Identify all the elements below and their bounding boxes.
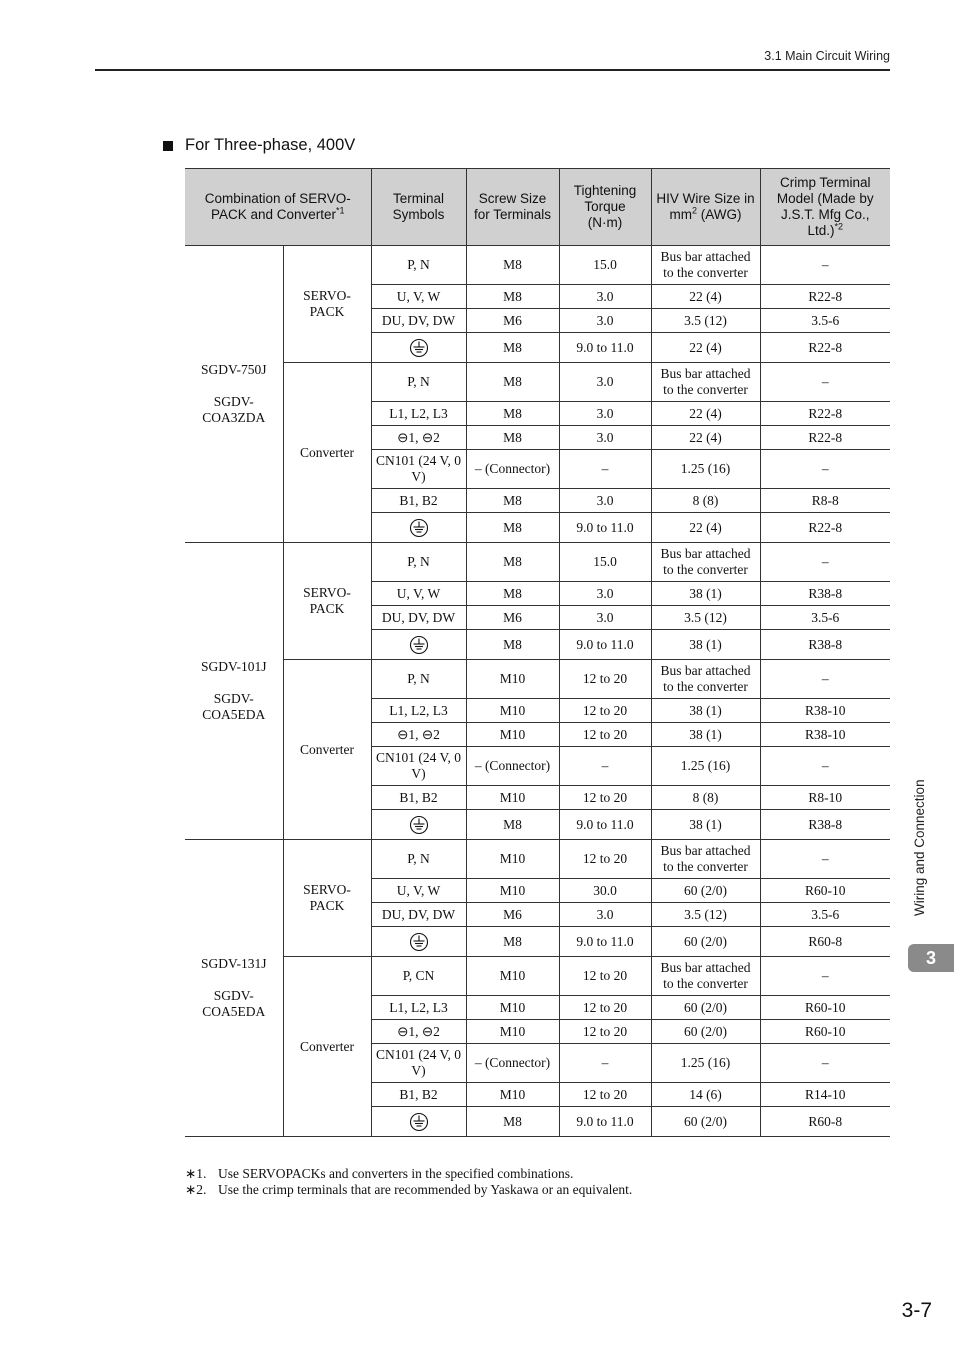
screw-size: M10 (466, 699, 559, 723)
terminal-symbol: ⊖1, ⊖2 (371, 1020, 466, 1044)
table-row (185, 957, 890, 996)
tightening-torque: 12 to 20 (559, 786, 651, 810)
wiring-spec-table (185, 168, 890, 1137)
wire-size: 38 (1) (651, 699, 760, 723)
wire-size: 3.5 (12) (651, 309, 760, 333)
wire-size: 1.25 (16) (651, 747, 760, 786)
crimp-terminal: – (760, 363, 890, 402)
header-screw: Screw Size for Terminals (466, 169, 559, 246)
tightening-torque: 3.0 (559, 363, 651, 402)
table-header-row (185, 169, 890, 246)
table-body (185, 246, 890, 1137)
screw-size: M10 (466, 1083, 559, 1107)
converter-model: SGDV-COA5EDA (202, 691, 266, 722)
ground-terminal-icon (409, 518, 429, 538)
screw-size: M8 (466, 489, 559, 513)
ground-terminal-icon (409, 1112, 429, 1132)
servopack-model: SGDV-131J (200, 956, 267, 971)
screw-size: M8 (466, 285, 559, 309)
model-combination (185, 840, 283, 1137)
tightening-torque: 9.0 to 11.0 (559, 1107, 651, 1137)
header-wire-size: HIV Wire Size in $mm^2$ (AWG) (651, 169, 760, 246)
crimp-terminal: – (760, 957, 890, 996)
terminal-symbol: B1, B2 (371, 786, 466, 810)
header-torque: Tightening Torque (N·m) (559, 169, 651, 246)
tightening-torque: 3.0 (559, 903, 651, 927)
square-bullet-icon (163, 141, 173, 151)
tightening-torque: 3.0 (559, 426, 651, 450)
terminal-symbol: DU, DV, DW (371, 309, 466, 333)
ground-terminal-icon (409, 932, 429, 952)
crimp-terminal: R60-10 (760, 1020, 890, 1044)
section-title-text: For Three-phase, 400V (185, 136, 356, 154)
crimp-terminal: R60-8 (760, 927, 890, 957)
screw-size: – (Connector) (466, 1044, 559, 1083)
crimp-terminal: – (760, 246, 890, 285)
screw-size: M8 (466, 543, 559, 582)
wire-size: 22 (4) (651, 402, 760, 426)
tightening-torque: 3.0 (559, 285, 651, 309)
tightening-torque: 3.0 (559, 489, 651, 513)
terminal-symbol: P, N (371, 246, 466, 285)
wire-size: 60 (2/0) (651, 927, 760, 957)
tightening-torque: 15.0 (559, 543, 651, 582)
crimp-terminal: R60-10 (760, 996, 890, 1020)
crimp-terminal: R22-8 (760, 333, 890, 363)
wire-size: Bus bar attached to the converter (651, 660, 760, 699)
tightening-torque: 12 to 20 (559, 660, 651, 699)
servopack-model: SGDV-750J (200, 362, 267, 377)
tightening-torque: 9.0 to 11.0 (559, 927, 651, 957)
terminal-symbol: ⊖1, ⊖2 (371, 426, 466, 450)
tightening-torque: 12 to 20 (559, 723, 651, 747)
chapter-tab[interactable]: 3 (908, 944, 954, 972)
crimp-terminal: R8-10 (760, 786, 890, 810)
wire-size: 1.25 (16) (651, 450, 760, 489)
terminal-symbol: U, V, W (371, 582, 466, 606)
screw-size: M8 (466, 513, 559, 543)
converter-model: SGDV-COA3ZDA (202, 394, 266, 425)
wire-size: 1.25 (16) (651, 1044, 760, 1083)
terminal-symbol: P, N (371, 660, 466, 699)
table-row (185, 363, 890, 402)
converter-model: SGDV-COA5EDA (202, 988, 266, 1019)
wire-size: 8 (8) (651, 786, 760, 810)
screw-size: M8 (466, 1107, 559, 1137)
wire-size: Bus bar attached to the converter (651, 840, 760, 879)
terminal-symbol: L1, L2, L3 (371, 699, 466, 723)
wire-size: Bus bar attached to the converter (651, 543, 760, 582)
wire-size: 38 (1) (651, 810, 760, 840)
crimp-terminal: R22-8 (760, 285, 890, 309)
wire-size: 22 (4) (651, 285, 760, 309)
screw-size: M6 (466, 903, 559, 927)
screw-size: M10 (466, 996, 559, 1020)
screw-size: M10 (466, 1020, 559, 1044)
servopack-model: SGDV-101J (200, 659, 267, 674)
section-title (163, 136, 355, 155)
crimp-terminal: – (760, 747, 890, 786)
terminal-symbol: DU, DV, DW (371, 903, 466, 927)
screw-size: M8 (466, 927, 559, 957)
terminal-symbol: P, CN (371, 957, 466, 996)
screw-size: M8 (466, 246, 559, 285)
screw-size: – (Connector) (466, 450, 559, 489)
screw-size: M8 (466, 582, 559, 606)
tightening-torque: 12 to 20 (559, 957, 651, 996)
screw-size: M8 (466, 333, 559, 363)
tightening-torque: 9.0 to 11.0 (559, 630, 651, 660)
wire-size: 22 (4) (651, 513, 760, 543)
terminal-symbol (371, 630, 466, 660)
crimp-terminal: R38-10 (760, 699, 890, 723)
header-rule (95, 69, 890, 71)
terminal-symbol: U, V, W (371, 879, 466, 903)
terminal-symbol: CN101 (24 V, 0 V) (371, 1044, 466, 1083)
terminal-symbol (371, 1107, 466, 1137)
wire-size: 60 (2/0) (651, 1107, 760, 1137)
terminal-symbol (371, 513, 466, 543)
tightening-torque: 30.0 (559, 879, 651, 903)
wire-size: 38 (1) (651, 582, 760, 606)
running-header: 3.1 Main Circuit Wiring (764, 49, 890, 63)
terminal-symbol: ⊖1, ⊖2 (371, 723, 466, 747)
wire-size: Bus bar attached to the converter (651, 363, 760, 402)
model-combination (185, 246, 283, 543)
converter-label: Converter (283, 363, 371, 543)
wire-size: 60 (2/0) (651, 1020, 760, 1044)
table-row (185, 543, 890, 582)
crimp-terminal: – (760, 660, 890, 699)
servopack-label: SERVO-PACK (283, 246, 371, 363)
chapter-side-label: Wiring and Connection (912, 779, 927, 916)
tightening-torque: – (559, 450, 651, 489)
screw-size: M10 (466, 879, 559, 903)
wire-size: 8 (8) (651, 489, 760, 513)
terminal-symbol (371, 927, 466, 957)
header-crimp: Crimp Terminal Model (Made by J.S.T. Mfg Co., Ltd.)$^{*2}$ (760, 169, 890, 246)
table-row (185, 840, 890, 879)
wire-size: 38 (1) (651, 723, 760, 747)
servopack-label: SERVO-PACK (283, 840, 371, 957)
crimp-terminal: R38-10 (760, 723, 890, 747)
screw-size: M10 (466, 786, 559, 810)
wire-size: 22 (4) (651, 426, 760, 450)
screw-size: M8 (466, 630, 559, 660)
terminal-symbol (371, 333, 466, 363)
tightening-torque: 9.0 to 11.0 (559, 810, 651, 840)
tightening-torque: 3.0 (559, 309, 651, 333)
terminal-symbol: DU, DV, DW (371, 606, 466, 630)
crimp-terminal: 3.5-6 (760, 606, 890, 630)
screw-size: M8 (466, 402, 559, 426)
crimp-terminal: – (760, 450, 890, 489)
model-combination (185, 543, 283, 840)
wire-size: 3.5 (12) (651, 903, 760, 927)
ground-terminal-icon (409, 815, 429, 835)
ground-terminal-icon (409, 338, 429, 358)
page-number: 3-7 (901, 1299, 932, 1322)
screw-size: M6 (466, 606, 559, 630)
terminal-symbol (371, 810, 466, 840)
wire-size: 3.5 (12) (651, 606, 760, 630)
tightening-torque: 3.0 (559, 582, 651, 606)
wire-size: 60 (2/0) (651, 879, 760, 903)
wire-size: 60 (2/0) (651, 996, 760, 1020)
header-terminal: Terminal Symbols (371, 169, 466, 246)
footnotes (185, 1166, 632, 1198)
crimp-terminal: R22-8 (760, 513, 890, 543)
screw-size: M6 (466, 309, 559, 333)
tightening-torque: 3.0 (559, 402, 651, 426)
converter-label: Converter (283, 957, 371, 1137)
terminal-symbol: B1, B2 (371, 1083, 466, 1107)
crimp-terminal: 3.5-6 (760, 309, 890, 333)
screw-size: M10 (466, 723, 559, 747)
crimp-terminal: – (760, 543, 890, 582)
wire-size: Bus bar attached to the converter (651, 957, 760, 996)
tightening-torque: 12 to 20 (559, 1083, 651, 1107)
screw-size: M10 (466, 840, 559, 879)
terminal-symbol: P, N (371, 543, 466, 582)
crimp-terminal: R60-8 (760, 1107, 890, 1137)
crimp-terminal: – (760, 1044, 890, 1083)
footnote-1: ∗1. Use SERVOPACKs and converters in the specified combinations. (185, 1166, 574, 1181)
terminal-symbol: U, V, W (371, 285, 466, 309)
converter-label: Converter (283, 660, 371, 840)
terminal-symbol: CN101 (24 V, 0 V) (371, 747, 466, 786)
footnote-2: ∗2. Use the crimp terminals that are recommended by Yaskawa or an equivalent. (185, 1182, 633, 1197)
terminal-symbol: B1, B2 (371, 489, 466, 513)
tightening-torque: 12 to 20 (559, 996, 651, 1020)
terminal-symbol: P, N (371, 840, 466, 879)
tightening-torque: – (559, 747, 651, 786)
tightening-torque: 12 to 20 (559, 699, 651, 723)
crimp-terminal: R14-10 (760, 1083, 890, 1107)
crimp-terminal: R22-8 (760, 426, 890, 450)
crimp-terminal: – (760, 840, 890, 879)
crimp-terminal: R38-8 (760, 630, 890, 660)
wire-size: 38 (1) (651, 630, 760, 660)
header-combination: Combination of SERVO-PACK and Converter$^{*1}$ (185, 169, 371, 246)
table-row (185, 660, 890, 699)
crimp-terminal: 3.5-6 (760, 903, 890, 927)
tightening-torque: – (559, 1044, 651, 1083)
terminal-symbol: L1, L2, L3 (371, 996, 466, 1020)
terminal-symbol: P, N (371, 363, 466, 402)
tightening-torque: 9.0 to 11.0 (559, 333, 651, 363)
crimp-terminal: R60-10 (760, 879, 890, 903)
crimp-terminal: R22-8 (760, 402, 890, 426)
crimp-terminal: R38-8 (760, 810, 890, 840)
wire-size: 14 (6) (651, 1083, 760, 1107)
screw-size: M8 (466, 426, 559, 450)
screw-size: – (Connector) (466, 747, 559, 786)
wire-size: 22 (4) (651, 333, 760, 363)
tightening-torque: 3.0 (559, 606, 651, 630)
crimp-terminal: R38-8 (760, 582, 890, 606)
terminal-symbol: CN101 (24 V, 0 V) (371, 450, 466, 489)
table-row (185, 246, 890, 285)
servopack-label: SERVO-PACK (283, 543, 371, 660)
screw-size: M8 (466, 363, 559, 402)
tightening-torque: 12 to 20 (559, 1020, 651, 1044)
screw-size: M10 (466, 957, 559, 996)
terminal-symbol: L1, L2, L3 (371, 402, 466, 426)
crimp-terminal: R8-8 (760, 489, 890, 513)
tightening-torque: 15.0 (559, 246, 651, 285)
ground-terminal-icon (409, 635, 429, 655)
wire-size: Bus bar attached to the converter (651, 246, 760, 285)
tightening-torque: 12 to 20 (559, 840, 651, 879)
screw-size: M8 (466, 810, 559, 840)
tightening-torque: 9.0 to 11.0 (559, 513, 651, 543)
screw-size: M10 (466, 660, 559, 699)
